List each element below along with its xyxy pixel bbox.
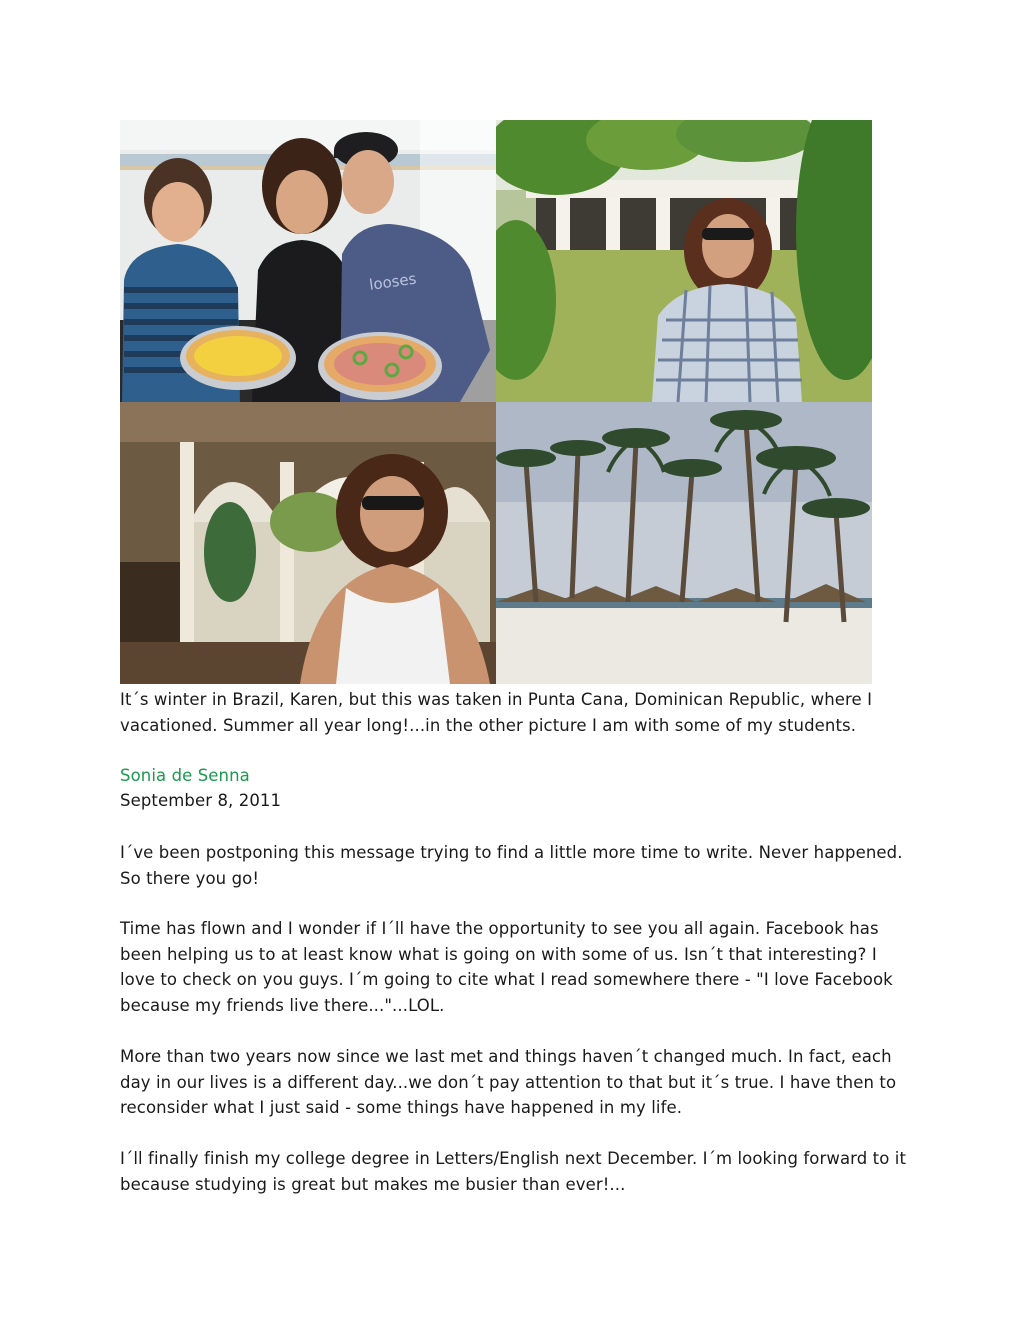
letter-paragraph bbox=[120, 1146, 910, 1197]
letter-author: Sonia de Senna bbox=[120, 766, 250, 785]
paragraph-text: Time has flown and I wonder if I´ll have the opportunity to see you all again. Facebook has been helping us to at least know what is going on with some of us. Isn´t that interesting? I love to check on you guys. I´m going to cite what I read somewhere there - "I love Facebook because my friends live there..."...LOL. bbox=[120, 919, 893, 1015]
svg-text:looses: looses bbox=[368, 269, 418, 294]
photo-caption: It´s winter in Brazil, Karen, but this was taken in Punta Cana, Dominican Republic, where I vacationed. Summer all year long!...in the other picture I am with some of my students. bbox=[120, 690, 873, 735]
photo-collage bbox=[120, 120, 872, 684]
paragraph-text: More than two years now since we last met and things haven´t changed much. In fact, each day in our lives is a different day...we don´t pay attention to that but it´s true. I have then to reconsider what I just said - some things have happened in my life. bbox=[120, 1047, 897, 1117]
paragraph-text: I´ve been postponing this message trying to find a little more time to write. Never happened. So there you go! bbox=[120, 843, 903, 888]
letter-date: September 8, 2011 bbox=[120, 791, 282, 810]
photo-resort-lobby bbox=[120, 402, 496, 684]
photo-palm-beach bbox=[496, 402, 872, 684]
letter-paragraph bbox=[120, 840, 910, 891]
photo-garden-pool bbox=[496, 120, 872, 402]
photo-pizza-students bbox=[120, 120, 496, 402]
letter-paragraph bbox=[120, 1044, 910, 1121]
letter-paragraph bbox=[120, 916, 910, 1018]
paragraph-text: I´ll finally finish my college degree in Letters/English next December. I´m looking forward to it because studying is great but makes me busier than ever!... bbox=[120, 1149, 907, 1194]
